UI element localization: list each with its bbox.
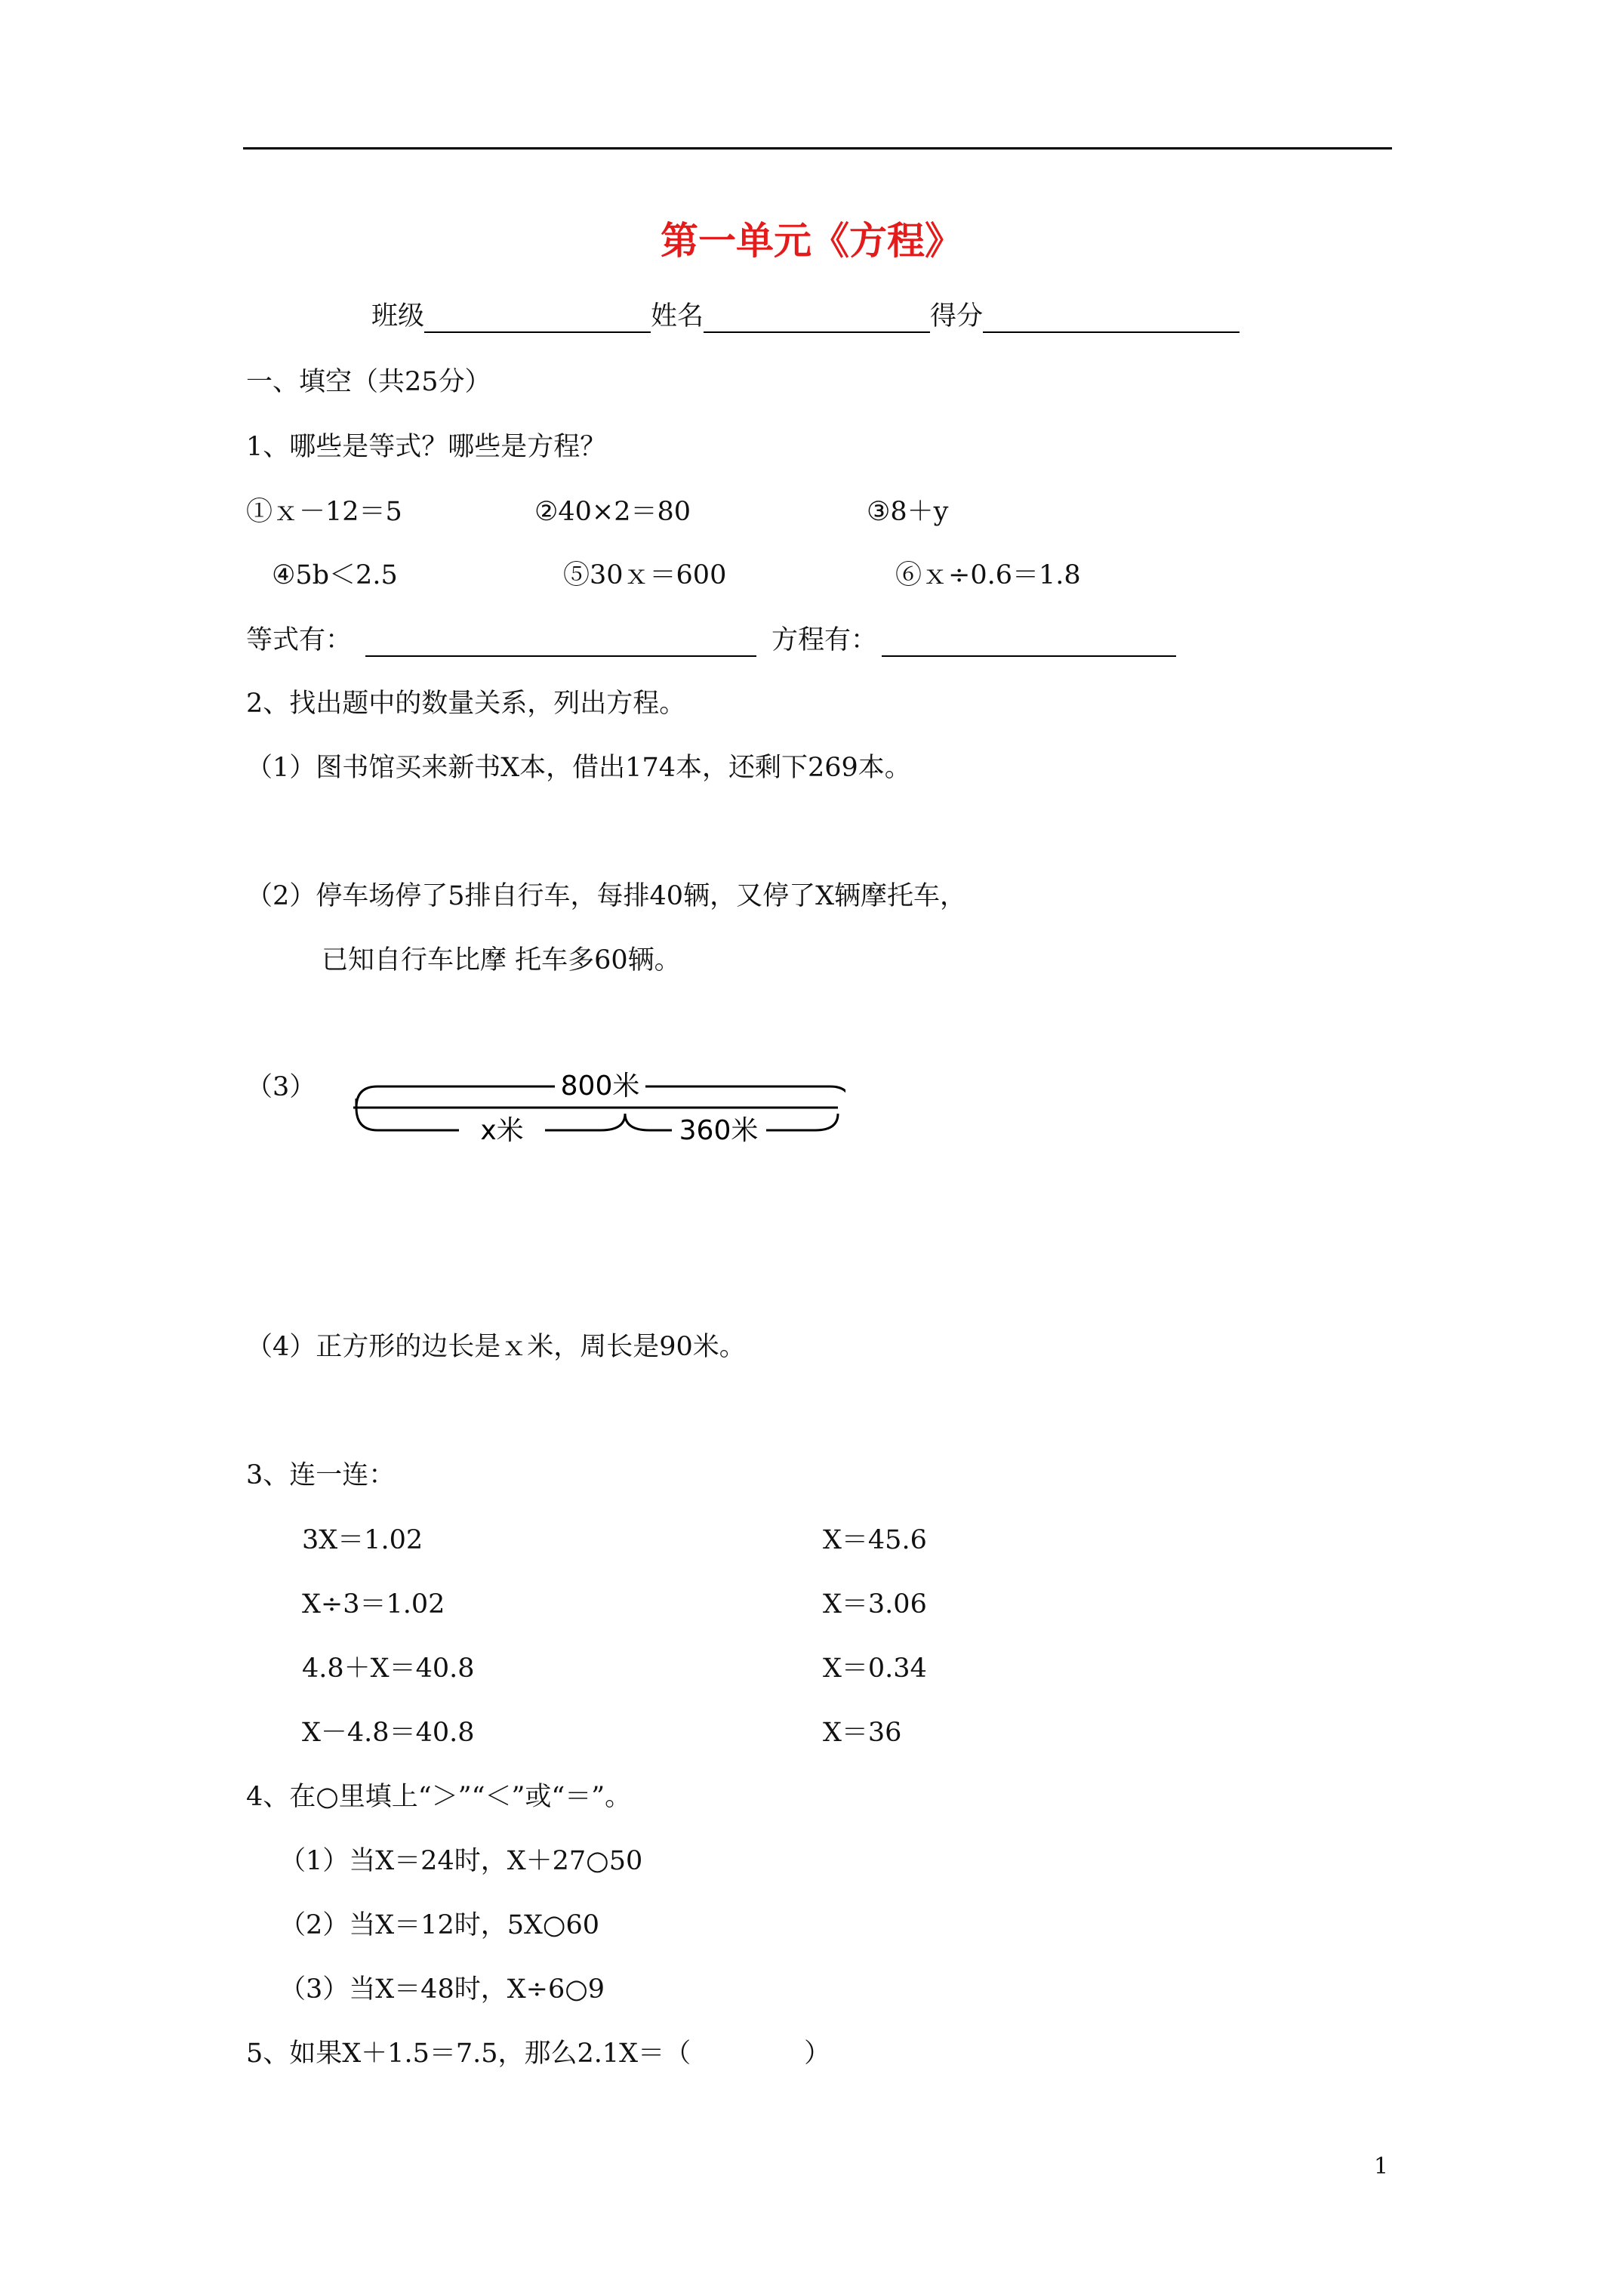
q5-line: [246, 2037, 830, 2070]
q5-close: ）: [804, 2039, 831, 2069]
header-rule: [243, 147, 1392, 149]
segment-diagram: [347, 1053, 845, 1159]
q4-prompt: 4、在○里填上“＞”“＜”或“＝”。: [246, 1782, 632, 1812]
q3-right-1[interactable]: X＝45.6: [823, 1525, 927, 1555]
page-number: 1: [1374, 2153, 1389, 2180]
equality-label: 等式有：: [246, 625, 353, 655]
equation-blank[interactable]: [882, 627, 1176, 657]
q5-text: 5、如果X＋1.5＝7.5，那么2.1X＝（: [246, 2039, 691, 2069]
q2-sub3-label: （3）: [246, 1072, 316, 1102]
q3-prompt: 3、连一连：: [246, 1460, 396, 1490]
q3-left-3[interactable]: 4.8＋X＝40.8: [302, 1653, 475, 1684]
q1-item-6: ⑥ｘ÷0.6＝1.8: [895, 560, 1081, 590]
right-label: 360米: [679, 1115, 759, 1146]
info-line: [371, 300, 1240, 333]
q3-left-4[interactable]: X－4.8＝40.8: [302, 1718, 475, 1748]
class-blank[interactable]: [424, 303, 651, 333]
q4-item-3: （3）当X＝48时，X÷6○9: [279, 1974, 605, 2005]
q1-item-1: ①ｘ－12＝5: [246, 497, 402, 527]
q1-item-3: ③8＋y: [867, 497, 949, 527]
q2-sub2-line2: 已知自行车比摩 托车多60辆。: [322, 945, 681, 975]
name-blank[interactable]: [704, 303, 930, 333]
q2-sub2-line1: （2）停车场停了5排自行车，每排40辆，又停了X辆摩托车，: [246, 881, 966, 911]
score-label: 得分: [930, 301, 984, 331]
q4-item-1: （1）当X＝24时，X＋27○50: [279, 1846, 643, 1876]
q2-sub1: （1）图书馆买来新书X本，借出174本，还剩下269本。: [246, 753, 911, 783]
class-label: 班级: [371, 301, 425, 331]
q3-right-2[interactable]: X＝3.06: [823, 1589, 927, 1620]
q3-right-4[interactable]: X＝36: [823, 1718, 902, 1748]
page-title: 第一单元《方程》: [661, 219, 962, 263]
q1-answer-line: [246, 624, 1176, 657]
q2-sub4: （4）正方形的边长是ｘ米，周长是90米。: [246, 1332, 746, 1362]
left-label: x米: [480, 1115, 524, 1146]
score-blank[interactable]: [983, 303, 1240, 333]
total-brace: [356, 1086, 555, 1108]
q4-item-2: （2）当X＝12时，5X○60: [279, 1910, 599, 1940]
q2-prompt: 2、找出题中的数量关系，列出方程。: [246, 689, 686, 719]
q1-prompt: 1、哪些是等式？哪些是方程？: [246, 432, 607, 462]
left-brace: [356, 1108, 459, 1130]
section1-heading: 一、填空（共25分）: [246, 367, 491, 397]
q3-right-3[interactable]: X＝0.34: [823, 1653, 927, 1684]
right-brace: [625, 1114, 672, 1130]
name-label: 姓名: [651, 301, 704, 331]
q3-left-2[interactable]: X÷3＝1.02: [302, 1589, 445, 1620]
equation-label: 方程有：: [771, 625, 878, 655]
total-label: 800米: [560, 1071, 640, 1102]
q1-item-4: ④5b＜2.5: [272, 560, 398, 590]
equality-blank[interactable]: [365, 627, 756, 657]
q1-item-2: ②40×2＝80: [534, 497, 691, 527]
q1-item-5: ⑤30ｘ＝600: [563, 560, 727, 590]
q3-left-1[interactable]: 3X＝1.02: [302, 1525, 423, 1555]
